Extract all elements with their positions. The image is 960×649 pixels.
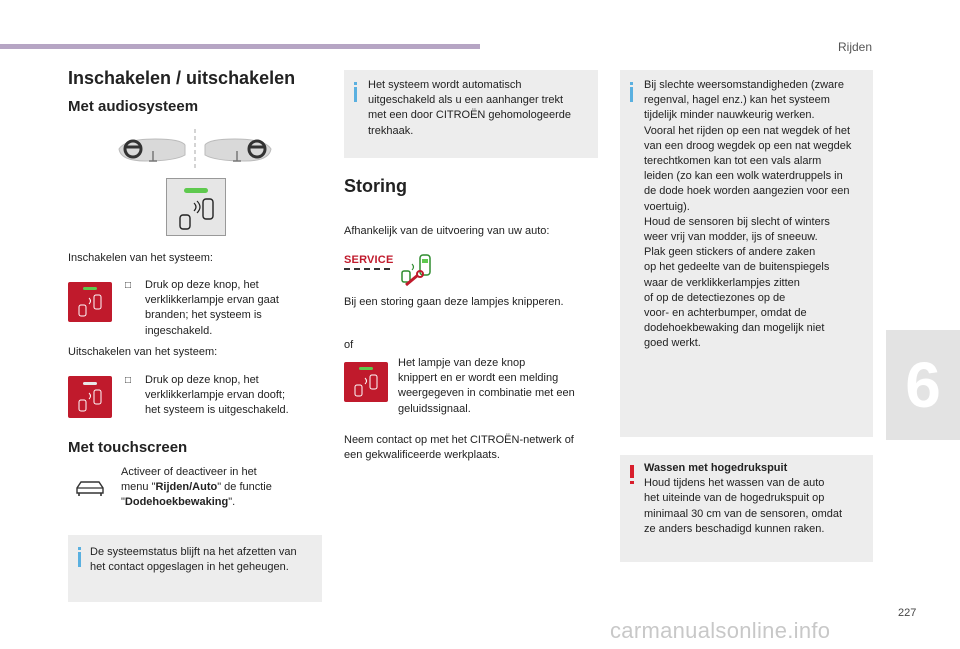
lamp-text: Het lampje van deze knop knippert en er wordt een melding weergegeven in combinatie met een geluidssignaal. bbox=[398, 357, 575, 415]
touch-heading: Met touchscreen bbox=[68, 439, 188, 456]
wash-warning: Wassen met hogedrukspuit Houd tijdens het wassen van de auto het uiteinde van de hogedrukspuit op minimaal 30 cm van de sensoren, omdat ze anders beschadigd kunnen raken. bbox=[620, 455, 873, 562]
page-number: 227 bbox=[898, 607, 917, 619]
car-icon bbox=[73, 477, 107, 501]
mirror-icon bbox=[115, 125, 275, 173]
service-indicator bbox=[344, 254, 394, 276]
or-text: of bbox=[344, 339, 354, 351]
section-title: Rijden bbox=[838, 40, 873, 54]
info-icon bbox=[630, 87, 633, 102]
blink-text: Bij een storing gaan deze lampjes knipperen. bbox=[344, 296, 564, 308]
off-label: Uitschakelen van het systeem: bbox=[68, 346, 218, 358]
warning-icon bbox=[630, 465, 634, 478]
info-icon bbox=[78, 552, 81, 567]
touch-instructions: Activeer of deactiveer in het menu "Rijden/Auto" de functie "Dodehoekbewaking". bbox=[121, 466, 272, 509]
chapter-tab bbox=[886, 330, 960, 440]
watermark: carmanualsonline.info bbox=[610, 618, 831, 643]
blind-spot-button-illustration bbox=[166, 178, 226, 236]
blind-spot-button-icon bbox=[68, 282, 112, 322]
service-label: SERVICE bbox=[344, 254, 394, 266]
service-wrench-icon bbox=[396, 253, 438, 287]
off-button-icon-box bbox=[68, 376, 112, 418]
header-bar bbox=[0, 44, 480, 49]
memory-note: De systeemstatus blijft na het afzetten van het contact opgeslagen in het geheugen. bbox=[68, 535, 322, 602]
info-icon bbox=[354, 87, 357, 102]
trailer-note: Het systeem wordt automatisch uitgeschakeld als u een aanhanger trekt met een door CITROËN gehomologeerde trekhaak. bbox=[344, 70, 598, 158]
contact-text: Neem contact op met het CITROËN-netwerk of een gekwalificeerde werkplaats. bbox=[344, 434, 574, 462]
on-button-icon-box bbox=[68, 282, 112, 322]
blind-spot-button-icon bbox=[68, 376, 112, 418]
weather-note: Bij slechte weersomstandigheden (zware regenval, hagel enz.) kan het systeem tijdelijk minder nauwkeurig werken. Vooral het rijden op een nat wegdek of het van een droog wegdek op een nat wegdek terechtkomen kan tot een vals alarm leiden (zo kan een wolk waterdruppels in de dode hoek worden aangezien voor een voertuig). Houd de sensoren bij slecht of winters weer vrij van modder, ijs of sneeuw. Plak geen stickers of andere zaken op het gedeelte van de buitenspiegels waar de verklikkerlampjes zitten of op de detectiezones op de voor- en achterbumper, omdat de dodehoekbewaking dan mogelijk niet goed werkt. bbox=[620, 70, 873, 437]
audio-heading: Met audiosysteem bbox=[68, 98, 199, 115]
blind-spot-button-icon bbox=[344, 362, 388, 402]
wash-title: Wassen met hogedrukspuit bbox=[644, 462, 788, 474]
chapter-number: 6 bbox=[905, 349, 941, 421]
page-title: Inschakelen / uitschakelen bbox=[68, 68, 296, 88]
off-instructions: Druk op deze knop, het verklikkerlampje ervan dooft; het systeem is uitgeschakeld. bbox=[145, 374, 289, 417]
blind-spot-button-icon bbox=[167, 179, 227, 237]
dependency-text: Afhankelijk van de uitvoering van uw auto: bbox=[344, 225, 550, 237]
storing-heading: Storing bbox=[344, 176, 407, 196]
on-label: Inschakelen van het systeem: bbox=[68, 252, 213, 264]
on-instructions: Druk op deze knop, het verklikkerlampje ervan gaat branden; het systeem is ingeschakeld. bbox=[145, 279, 279, 337]
blink-button-icon-box bbox=[344, 362, 388, 402]
